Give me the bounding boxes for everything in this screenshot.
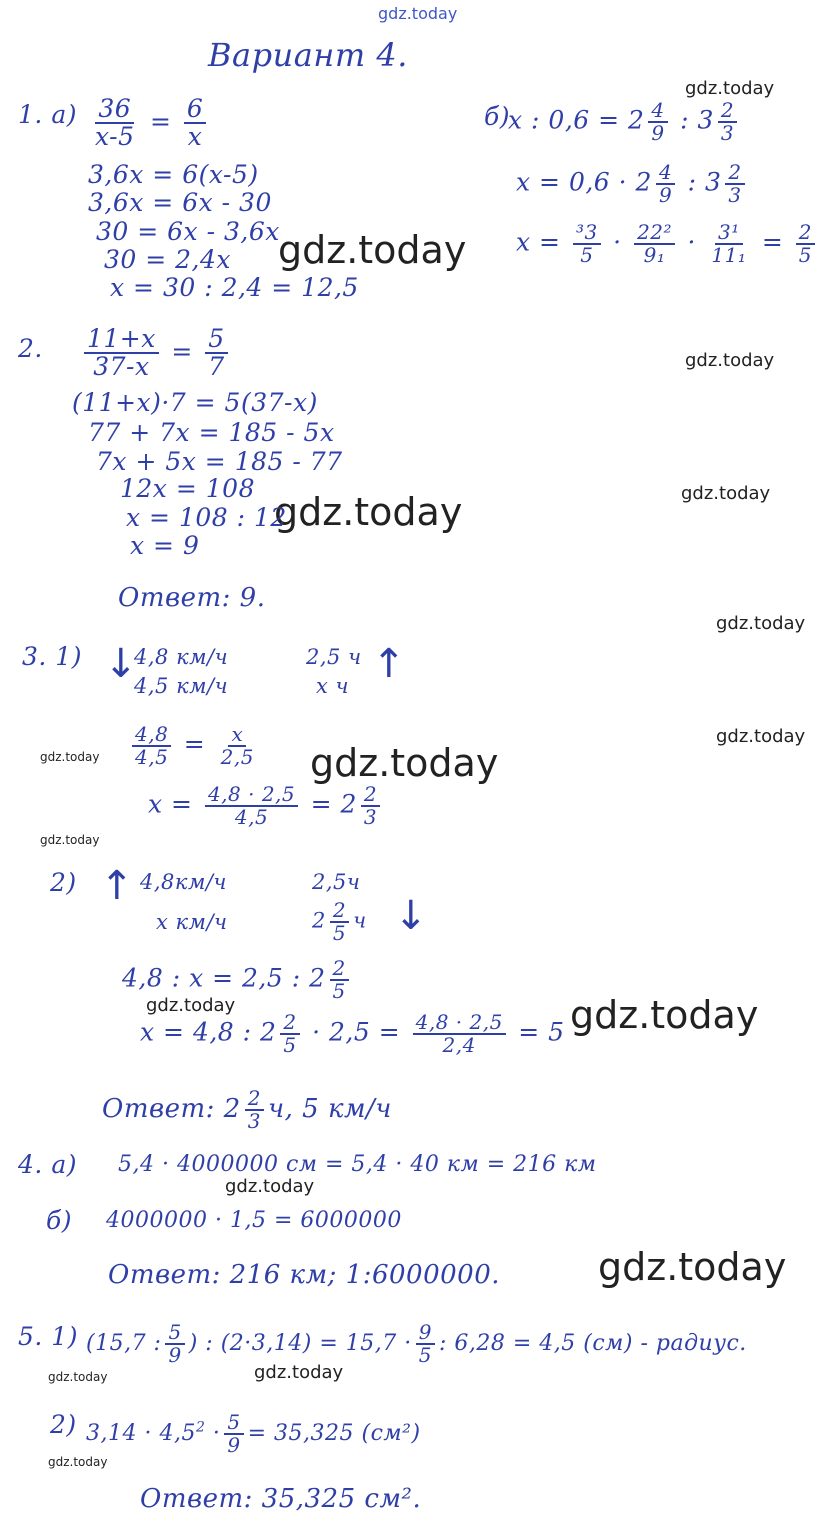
- task2-line: x = 9: [130, 531, 200, 560]
- watermark: gdz.today: [685, 350, 775, 371]
- watermark-large: gdz.today: [310, 741, 499, 785]
- page-title: Вариант 4.: [208, 36, 408, 74]
- task1b-line1: x : 0,6 = 2 $\frac{4}{9}$ : 3 $\frac{2}{3}$: [508, 100, 741, 144]
- task4-answer: Ответ: 216 км; 1:6000000.: [108, 1260, 501, 1290]
- task1a-line: 3,6x = 6(x-5): [88, 160, 259, 189]
- watermark: gdz.today: [716, 726, 806, 747]
- task3-equation: 4,8 : x = 2,5 : 2 $\frac{2}{5}$: [122, 958, 353, 1002]
- task5-line2: $3,14 \cdot 4,5^2$ · $\frac{5}{9}$ = 35,325 (см²): [86, 1410, 421, 1457]
- task1b-line2: x = 0,6 · 2 $\frac{4}{9}$ : 3 $\frac{2}{3}$: [516, 162, 749, 206]
- task3-speed: 4,8км/ч: [140, 870, 227, 894]
- task3-speed: 4,5 км/ч: [134, 674, 229, 698]
- task3-time: x ч: [316, 674, 350, 698]
- task1b-label: б): [484, 102, 511, 131]
- task1a-line: x = 30 : 2,4 = 12,5: [110, 273, 359, 302]
- arrow-down-icon: ↓: [104, 641, 138, 687]
- task4b-line: 4000000 · 1,5 = 6000000: [106, 1208, 402, 1233]
- task1a-line: 3,6x = 6x - 30: [88, 188, 272, 217]
- task3-time: 2,5ч: [312, 870, 361, 894]
- task3-proportion: $\frac{4,8}{4,5}$ = $\frac{x}{2,5}$: [128, 724, 261, 768]
- watermark: gdz.today: [40, 833, 100, 847]
- watermark: gdz.today: [681, 483, 771, 504]
- watermark: gdz.today: [40, 750, 100, 764]
- watermark-large: gdz.today: [274, 490, 463, 534]
- task1a-line: 30 = 6x - 3,6x: [96, 217, 280, 246]
- task2-line: 12x = 108: [120, 474, 255, 503]
- arrow-down-icon: ↓: [394, 893, 428, 939]
- task3-solution: x = $\frac{4,8 \cdot 2,5}{4,5}$ = 2 $\frac{2}{3}$: [148, 784, 384, 828]
- task2-proportion: $\frac{11+x}{37-x}$ = $\frac{5}{7}$: [80, 326, 232, 381]
- task2-answer: Ответ: 9.: [118, 583, 266, 613]
- task2-line: (11+x)·7 = 5(37-x): [72, 388, 318, 417]
- arrow-up-icon: ↑: [100, 863, 134, 909]
- task5-number: 5. 1): [18, 1322, 78, 1351]
- task3-equation: x = 4,8 : 2 $\frac{2}{5}$ · 2,5 = $\frac{4,8 \cdot 2,5}{2,4}$ = 5: [140, 1010, 565, 1057]
- task2-line: 77 + 7x = 185 - 5x: [88, 418, 335, 447]
- watermark: gdz.today: [254, 1362, 344, 1383]
- task5-answer: Ответ: 35,325 см².: [140, 1484, 422, 1514]
- task1-number: 1. а): [18, 100, 77, 129]
- watermark-large: gdz.today: [598, 1245, 787, 1289]
- watermark: gdz.today: [146, 995, 236, 1016]
- task3-time: 2,5 ч: [306, 645, 362, 669]
- watermark: gdz.today: [48, 1370, 108, 1384]
- task3-number: 3. 1): [22, 642, 82, 671]
- task1a-proportion: $\frac{36}{x-5}$ = $\frac{6}{x}$: [88, 96, 210, 151]
- task5-part2-number: 2): [50, 1410, 77, 1439]
- task3-time: 2 $\frac{2}{5}$ ч: [312, 898, 367, 945]
- task2-line: x = 108 : 12: [126, 503, 287, 532]
- task4b-label: б): [46, 1206, 73, 1235]
- task4a-line: 5,4 · 4000000 см = 5,4 · 40 км = 216 км: [118, 1152, 597, 1177]
- task3-answer: Ответ: 2 $\frac{2}{3}$ ч, 5 км/ч: [102, 1086, 392, 1133]
- watermark: gdz.today: [685, 78, 775, 99]
- task3-part2-number: 2): [50, 868, 77, 897]
- task4-number: 4. а): [18, 1150, 77, 1179]
- watermark: gdz.today: [716, 613, 806, 634]
- watermark-large: gdz.today: [570, 993, 759, 1037]
- task3-speed: x км/ч: [156, 910, 228, 934]
- task1b-line3: x = $\frac{\text{³3}}{5}$ · $\frac{\text{22²}}{\text{9₁}}$ · $\frac{\text{3¹}}{\text{11₁}}$ = $\frac{2}{5}$: [516, 222, 819, 266]
- watermark-top: gdz.today: [378, 4, 458, 23]
- task5-line1: (15,7 : $\frac{5}{9}$ ) : (2·3,14) = 15,7 · $\frac{9}{5}$ : 6,28 = 4,5 (см) - радиус.: [86, 1320, 747, 1367]
- task2-line: 7x + 5x = 185 - 77: [96, 447, 343, 476]
- watermark-large: gdz.today: [278, 228, 467, 272]
- task1a-line: 30 = 2,4x: [104, 245, 232, 274]
- task3-speed: 4,8 км/ч: [134, 645, 229, 669]
- task2-number: 2.: [18, 334, 43, 363]
- watermark: gdz.today: [225, 1176, 315, 1197]
- watermark: gdz.today: [48, 1455, 108, 1469]
- arrow-up-icon: ↑: [372, 641, 406, 687]
